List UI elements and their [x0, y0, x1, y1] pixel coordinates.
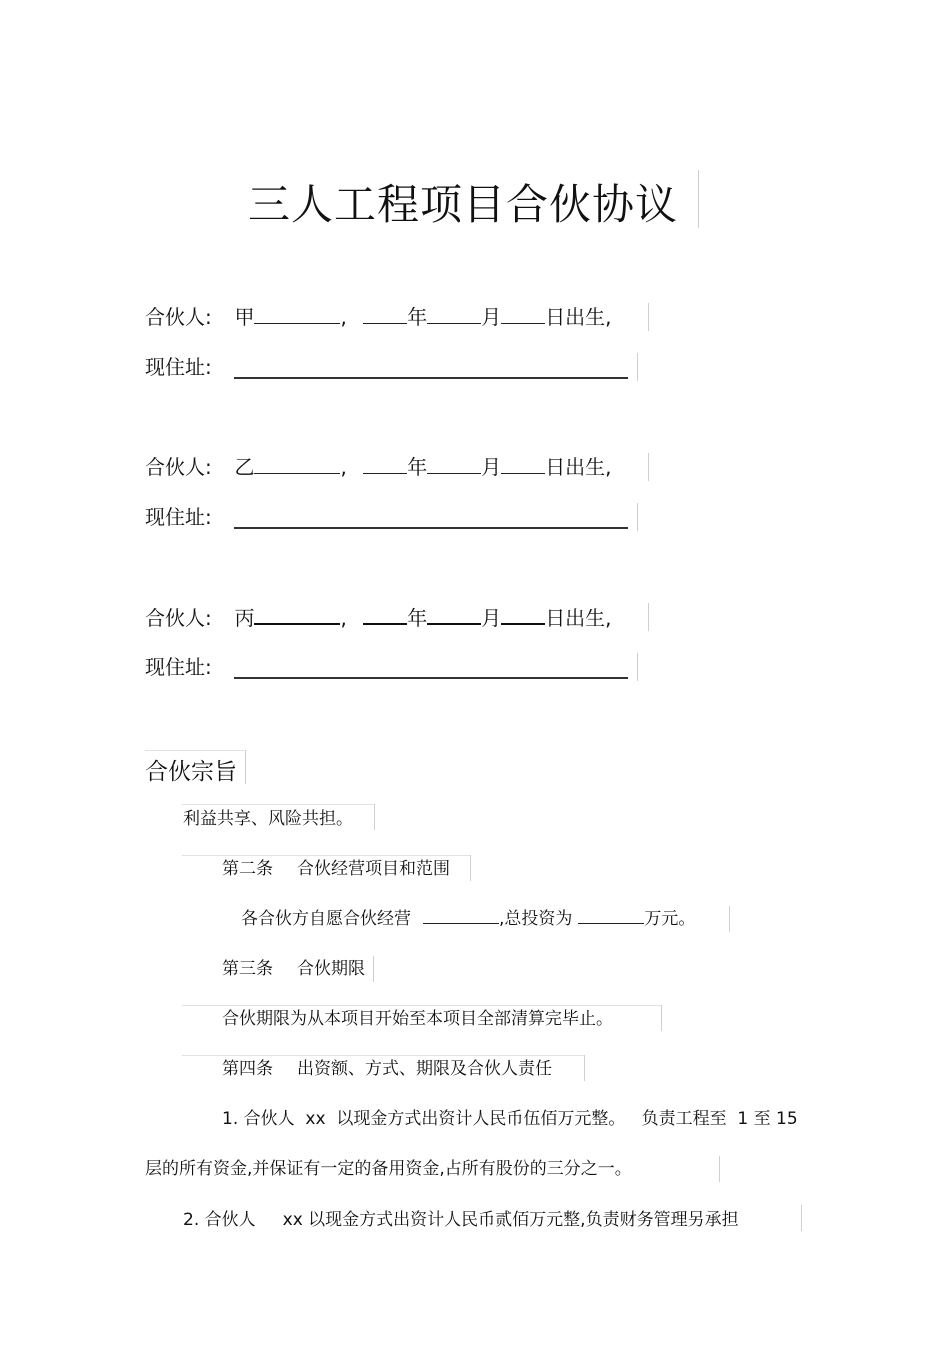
partner-b-row	[145, 453, 612, 481]
month-label: 月	[481, 305, 502, 329]
margin-marker	[698, 170, 699, 228]
margin-marker	[801, 1205, 802, 1231]
day-blank	[501, 303, 545, 324]
comma: ,	[340, 305, 347, 329]
partner-name: 乙	[234, 455, 255, 479]
margin-marker	[648, 303, 649, 331]
comma: ,	[340, 455, 347, 479]
partner-name: 甲	[234, 305, 255, 329]
article-4-number: 第四条	[222, 1059, 273, 1079]
partner-label: 合伙人:	[145, 455, 212, 479]
partner-c-address-label: 现住址:	[145, 655, 212, 679]
year-blank	[363, 453, 407, 474]
document-title: 三人工程项目合伙协议	[248, 180, 679, 229]
margin-marker	[374, 804, 375, 830]
name-blank	[254, 603, 340, 625]
month-blank	[427, 603, 481, 625]
year-label: 年	[407, 606, 428, 630]
day-born-label: 日出生,	[545, 455, 612, 479]
name-blank	[254, 303, 340, 324]
article-3-text: 合伙期限为从本项目开始至本项目全部清算完毕止。	[222, 1009, 613, 1029]
day-blank	[501, 603, 545, 625]
address-blank	[234, 377, 628, 379]
partner-c-row	[145, 603, 612, 632]
purpose-heading: 合伙宗旨	[145, 759, 237, 785]
month-blank	[427, 453, 481, 474]
margin-marker	[245, 750, 246, 784]
investment-blank	[578, 906, 644, 924]
month-blank	[427, 303, 481, 324]
margin-marker	[637, 503, 638, 531]
margin-marker	[719, 1156, 720, 1182]
month-label: 月	[481, 455, 502, 479]
article-4-title: 出资额、方式、期限及合伙人责任	[297, 1059, 552, 1079]
article-4-item-1-line-2: 层的所有资金,并保证有一定的备用资金,占所有股份的三分之一。	[145, 1159, 632, 1179]
article-3-number: 第三条	[222, 959, 273, 979]
article-4-heading-row	[222, 1056, 552, 1082]
partner-a-address-label: 现住址:	[145, 355, 212, 379]
margin-marker	[648, 453, 649, 481]
year-blank	[363, 603, 407, 625]
partner-name: 丙	[234, 606, 255, 630]
margin-marker	[637, 353, 638, 381]
day-born-label: 日出生,	[545, 305, 612, 329]
section-frame	[182, 804, 374, 805]
name-blank	[254, 453, 340, 474]
day-born-label: 日出生,	[545, 606, 612, 630]
margin-marker	[661, 1005, 662, 1031]
article-2-text-c: 万元。	[644, 909, 696, 929]
article-2-text	[241, 906, 695, 932]
partner-a-row	[145, 303, 612, 331]
purpose-text: 利益共享、风险共担。	[183, 809, 353, 829]
month-label: 月	[481, 606, 502, 630]
section-frame	[145, 750, 245, 751]
article-2-text-a: 各合伙方自愿合伙经营	[241, 909, 411, 929]
partner-label: 合伙人:	[145, 305, 212, 329]
partner-b-address-label: 现住址:	[145, 505, 212, 529]
year-label: 年	[407, 455, 428, 479]
year-label: 年	[407, 305, 428, 329]
address-blank	[234, 677, 628, 679]
margin-marker	[648, 603, 649, 631]
article-2-number: 第二条	[222, 859, 273, 879]
article-4-item-1-line-1: 1. 合伙人 xx 以现金方式出资计人民币伍佰万元整。 负责工程至 1 至 15	[222, 1109, 798, 1129]
partner-label: 合伙人:	[145, 606, 212, 630]
day-blank	[501, 453, 545, 474]
year-blank	[363, 303, 407, 324]
address-blank	[234, 527, 628, 529]
margin-marker	[373, 956, 374, 982]
article-2-title: 合伙经营项目和范围	[297, 859, 450, 879]
business-blank	[423, 906, 499, 924]
article-2-heading-row	[222, 856, 450, 882]
article-2-text-b: ,总投资为	[499, 909, 573, 929]
margin-marker	[729, 906, 730, 932]
comma: ,	[340, 606, 347, 630]
margin-marker	[637, 653, 638, 681]
margin-marker	[584, 1055, 585, 1081]
article-4-item-2-line-1: 2. 合伙人 xx 以现金方式出资计人民币贰佰万元整,负责财务管理另承担	[183, 1210, 739, 1230]
margin-marker	[470, 855, 471, 881]
article-3-title: 合伙期限	[297, 959, 365, 979]
article-3-heading-row	[222, 956, 365, 982]
